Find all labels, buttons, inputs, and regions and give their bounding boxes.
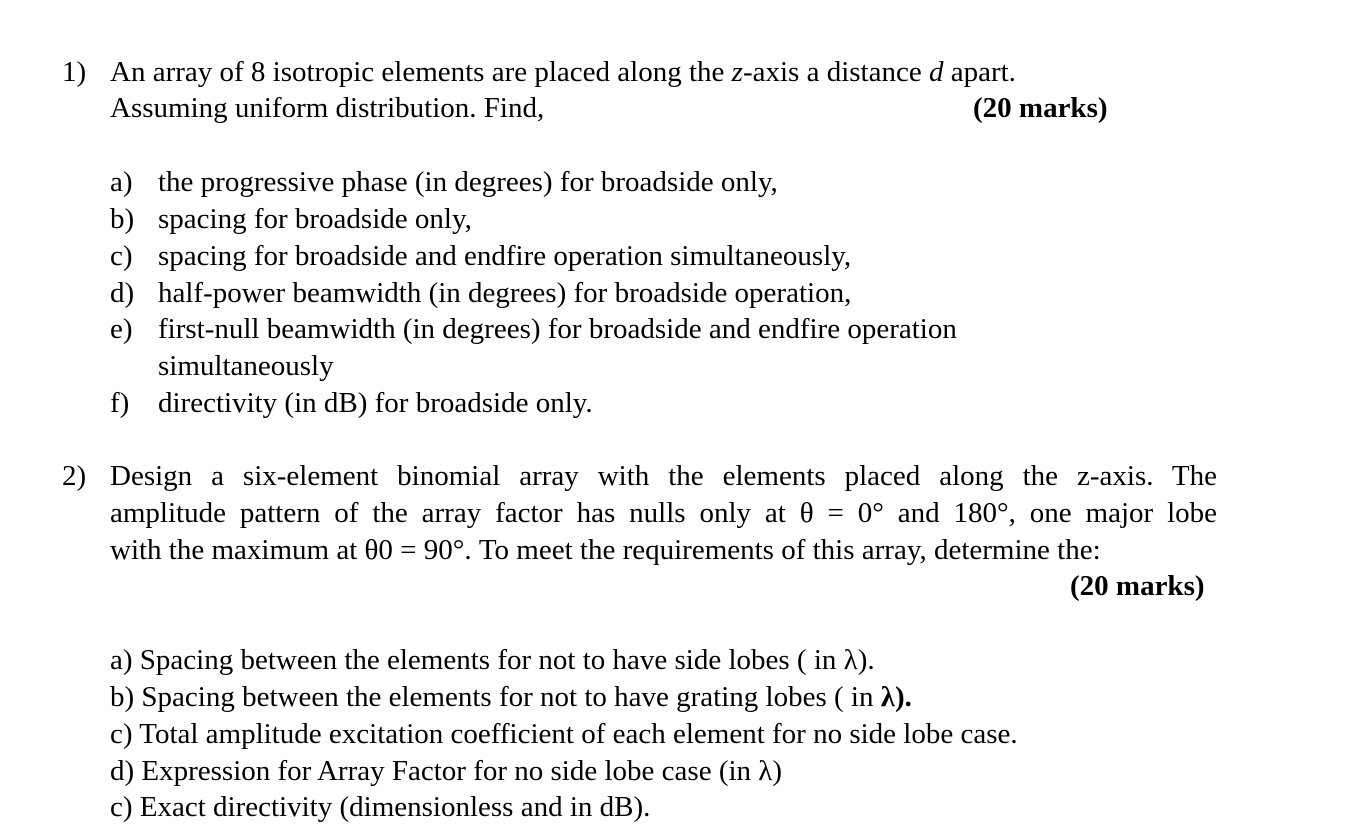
question-2-line-1: Design a six-element binomial array with the elements placed along the z-axis. The [110, 460, 1217, 492]
item-label: f) [110, 387, 130, 419]
list-item: b) Spacing between the elements for not to have grating lobes ( in λ). [110, 681, 912, 713]
list-item: c) Exact directivity (dimensionless and in dB). [110, 791, 651, 823]
question-2-line-2: amplitude pattern of the array factor has nulls only at θ = 0° and 180°, one major lobe [110, 497, 1217, 529]
item-text: half-power beamwidth (in degrees) for broadside operation, [158, 277, 852, 309]
item-text: spacing for broadside only, [158, 203, 472, 235]
list-item: a) Spacing between the elements for not to have side lobes ( in λ). [110, 644, 875, 676]
list-item: d) Expression for Array Factor for no side lobe case (in λ) [110, 755, 782, 787]
question-1-line-1: An array of 8 isotropic elements are placed along the z-axis a distance d apart. [110, 56, 1016, 88]
item-label: d) [110, 277, 135, 309]
list-item: c) Total amplitude excitation coefficient of each element for no side lobe case. [110, 718, 1018, 750]
item-text: first-null beamwidth (in degrees) for broadside and endfire operation [158, 313, 957, 345]
question-1-marks: (20 marks) [973, 92, 1108, 124]
item-text: directivity (in dB) for broadside only. [158, 387, 593, 419]
item-label: e) [110, 313, 133, 345]
question-2-line-3: with the maximum at θ0 = 90°. To meet the requirements of this array, determine the: [110, 534, 1101, 566]
question-2-marks: (20 marks) [1070, 570, 1205, 602]
item-label: a) [110, 166, 133, 198]
item-text: spacing for broadside and endfire operation simultaneously, [158, 240, 852, 272]
item-text-continued: simultaneously [158, 350, 334, 382]
item-label: c) [110, 240, 133, 272]
question-1-line-2: Assuming uniform distribution. Find, [110, 92, 545, 124]
question-1-number: 1) [62, 56, 87, 88]
item-label: b) [110, 203, 135, 235]
question-2-number: 2) [62, 460, 87, 492]
item-text: the progressive phase (in degrees) for broadside only, [158, 166, 778, 198]
